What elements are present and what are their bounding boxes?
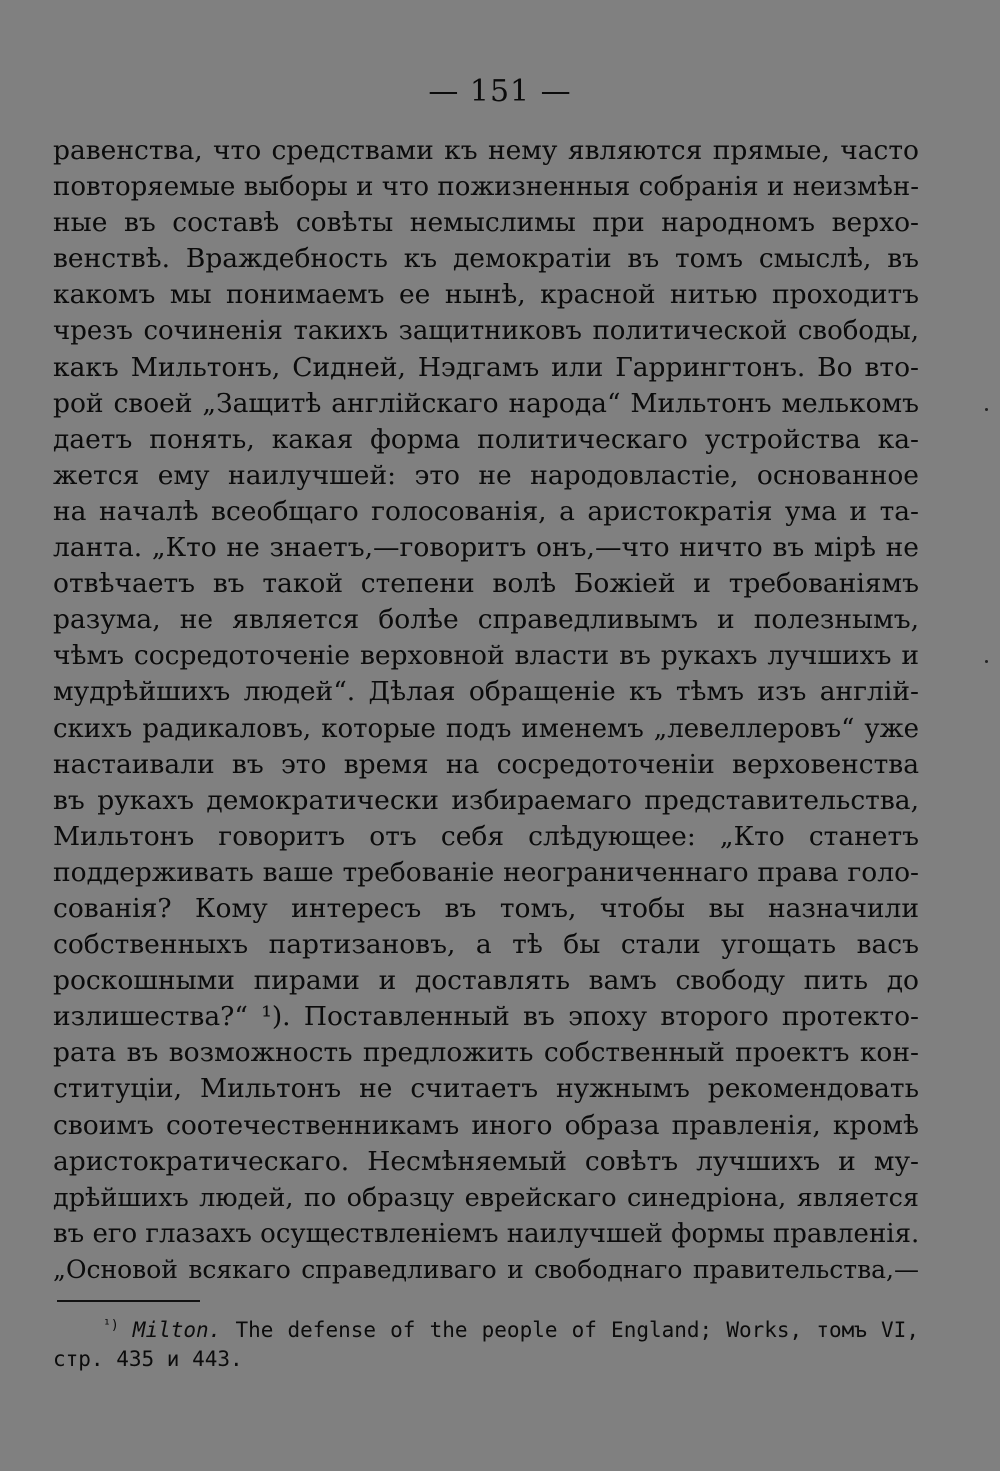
text-line: чрезъ сочиненія такихъ защитниковъ политической свободы, <box>53 316 919 347</box>
text-line: излишества?“ ¹). Поставленный въ эпоху второго протекто- <box>53 1001 919 1033</box>
text-line: рата въ возможность предложить собственный проектъ кон- <box>53 1037 919 1069</box>
text-line: роскошными пирами и доставлять вамъ свободу пить до <box>53 965 919 997</box>
footnote <box>53 1316 919 1374</box>
text-line: чѣмъ сосредоточеніе верховной власти въ рукахъ лучшихъ и <box>53 640 919 672</box>
text-line: настаивали въ это время на сосредоточеніи верховенства <box>53 748 919 780</box>
body-text <box>53 133 919 1288</box>
footnote-marker: ¹) <box>103 1318 119 1333</box>
text-line: „Основой всякаго справедливаго и свободнаго правительства,— <box>53 1254 919 1284</box>
text-line: какомъ мы понимаемъ ее нынѣ, красной нитью проходитъ <box>53 279 919 311</box>
text-line: рой своей „Защитѣ англійскаго народа“ Мильтонъ мелькомъ <box>53 387 919 419</box>
text-line: отвѣчаетъ въ такой степени волѣ Божіей и требованіямъ <box>53 568 919 600</box>
text-line: даетъ понять, какая форма политическаго устройства ка- <box>53 423 919 455</box>
text-line: въ рукахъ демократически избираемаго представительства, <box>53 784 919 816</box>
text-line: Мильтонъ говоритъ отъ себя слѣдующее: „Кто станетъ <box>53 820 919 852</box>
text-line: собственныхъ партизановъ, а тѣ бы стали угощать васъ <box>53 929 919 961</box>
footnote-citation: The defense of the people of England; Works, томъ VI, <box>235 1318 919 1342</box>
text-line: поддерживать ваше требованіе неограниченнаго права голо- <box>53 856 919 888</box>
footnote-author: Milton. <box>132 1318 222 1342</box>
text-line: ные въ составѣ совѣты немыслимы при народномъ верхо- <box>53 207 919 239</box>
scan-speck <box>985 408 988 411</box>
text-line: ституціи, Мильтонъ не считаетъ нужнымъ рекомендовать <box>53 1073 919 1105</box>
footnote-line-2: стр. 435 и 443. <box>53 1347 243 1371</box>
text-line: аристократическаго. Несмѣняемый совѣтъ лучшихъ и му- <box>53 1145 919 1177</box>
text-line: ланта. „Кто не знаетъ,—говоритъ онъ,—что ничто въ мірѣ не <box>53 532 919 564</box>
text-line: разума, не является болѣе справедливымъ и полезнымъ, <box>53 604 919 636</box>
text-line: жется ему наилучшей: это не народовластіе, основанное <box>53 459 919 491</box>
scan-speck <box>985 660 988 663</box>
text-line: своимъ соотечественникамъ иного образа правленія, кромѣ <box>53 1109 919 1141</box>
text-line: скихъ радикаловъ, которые подъ именемъ „левеллеровъ“ уже <box>53 713 919 744</box>
text-line: дрѣйшихъ людей, по образцу еврейскаго синедріона, является <box>53 1182 919 1213</box>
page-number: — 151 — <box>428 74 572 109</box>
footnote-line-1 <box>53 1316 919 1345</box>
text-line: венствѣ. Враждебность къ демократіи въ томъ смыслѣ, въ <box>53 243 919 275</box>
text-line: повторяемые выборы и что пожизненныя собранія и неизмѣн- <box>53 172 919 203</box>
text-line: на началѣ всеобщаго голосованія, а аристократія ума и та- <box>53 495 919 527</box>
text-line: сованія? Кому интересъ въ томъ, чтобы вы назначили <box>53 892 919 924</box>
text-line: въ его глазахъ осуществленіемъ наилучшей формы правленія. <box>53 1218 920 1249</box>
footnote-separator <box>57 1300 200 1302</box>
text-line: мудрѣйшихъ людей“. Дѣлая обращеніе къ тѣмъ изъ англій- <box>53 676 919 708</box>
text-line: какъ Мильтонъ, Сидней, Нэдгамъ или Гаррингтонъ. Во вто- <box>53 351 919 383</box>
text-line: равенства, что средствами къ нему являются прямые, часто <box>53 135 919 166</box>
